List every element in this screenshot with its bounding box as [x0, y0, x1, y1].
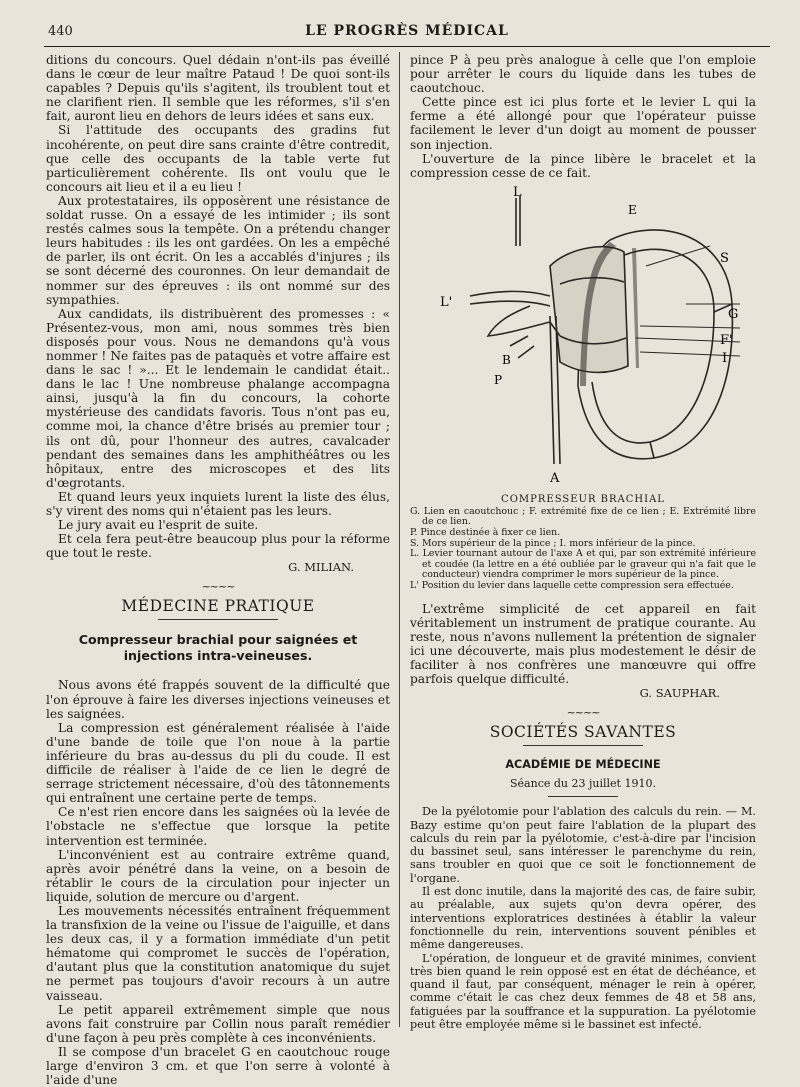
page-header [44, 22, 770, 47]
paragraph: L'ouverture de la pince libère le bracelet et la compression cesse de ce fait. [410, 151, 756, 180]
paragraph: L'extrême simplicité de cet appareil en fait véritablement un instrument de pratique courante. Au reste, nous n'avons nullement la prétention de signaler ici une découverte, mais plus modestement le désir de faciliter à nos confrères une manœuvre qui offre parfois quelque difficulté. [410, 601, 756, 687]
ornament-divider: ~~~~ [566, 706, 600, 720]
paragraph: La compression est généralement réalisée à l'aide d'une bande de toile que l'on noue à la partie inférieure du bras au-dessus du pli du coude. Il est difficile de réaliser à l'aide de ce lien le degré de serrage strictement nécessaire, d'où des tâtonnements qui entraînent une certaine perte de temps. [46, 720, 390, 806]
legend-item: S. Mors supérieur de la pince ; I. mors inférieur de la pince. [410, 537, 696, 549]
figure-label-e: E [628, 202, 637, 217]
figure-legend [410, 507, 756, 592]
paragraph: Ce n'est rien encore dans les saignées où la levée de l'obstacle ne s'effectue que lorsque la petite intervention est terminée. [46, 805, 390, 848]
section-rule [158, 619, 278, 620]
paragraph: Le jury avait eu l'esprit de suite. [58, 518, 259, 533]
figure-label-s: S [720, 250, 729, 266]
figure-compresseur [410, 186, 756, 592]
legend-item: L' Position du levier dans laquelle cette compression sera effectuée. [410, 580, 734, 591]
paragraph: Le petit appareil extrêmement simple que nous avons fait construire par Collin nous paraît remédier d'une façon à peu près complète à ces inconvénients. [46, 1002, 390, 1045]
ornament-divider: ~~~~ [201, 580, 235, 594]
compresseur-engraving [410, 186, 756, 486]
legend-item: P. Pince destinée à fixer ce lien. [410, 527, 561, 539]
academy-title: ACADÉMIE DE MÉDECINE [505, 758, 661, 772]
paragraph: Les mouvements nécessités entraînent fréquemment la transfixion de la veine ou l'issue de l'aiguille, et dans les deux cas, il y a formation immédiate d'un petit hématome qui compromet le succès de l'opération, d'autant plus que la constitution anatomique du sujet ne permet pas toujours d'avoir recours à un autre vaisseau. [46, 903, 390, 1003]
paragraph: De la pyélotomie pour l'ablation des calculs du rein. — M. Bazy estime qu'on peut faire l'ablation de la plupart des calculs du rein par la pyélotomie, c'est-à-dire par l'incision du bassinet seul, sans intéresser le parenchyme du rein, sans troubler en quoi que ce soit le fonctionnement de l'organe. [410, 805, 756, 885]
seance-date: Séance du 23 juillet 1910. [510, 777, 656, 791]
left-column [46, 53, 390, 1087]
figure-label-f: F' [720, 332, 733, 348]
paragraph: Et quand leurs yeux inquiets lurent la liste des élus, s'y virent des noms qui n'étaient pas les leurs. [46, 489, 390, 518]
paragraph: Aux protestataires, ils opposèrent une résistance de soldat russe. On a essayé de les intimider ; ils sont restés calmes sous la tempête. On a prétendu changer leurs habitudes : ils les ont gardées. On les a empêché de parler, ils ont écrit. On les a accablés d'injures ; ils se sont décerné des couronnes. On leur demandait de nommer sur des épreuves : ils ont nommé sur des sympathies. [46, 193, 390, 307]
figure-label-i: I [722, 350, 728, 366]
page-number: 440 [48, 24, 73, 39]
paragraph: L'opération, de longueur et de gravité minimes, convient très bien quand le rein opposé est en état de déchéance, et quand il faut, par conséquent, ménager le rein à opérer, comme c'était le cas chez deux femmes de 48 et 58 ans, fatiguées par la souffrance et la suppuration. La pyélotomie peut être employée même si le bassinet est infecté. [410, 951, 756, 1031]
legend-item: L. Levier tournant autour de l'axe A et qui, par son extrémité inférieure et coudée (la lettre en a été oubliée par le graveur qui n'a fait que le conducteur) viendra comprimer le mors supérieur de la pince. [410, 548, 756, 581]
figure-label-p: P [494, 372, 503, 387]
section-title-medecine-pratique: MÉDECINE PRATIQUE [121, 597, 315, 616]
column-divider [399, 52, 400, 1027]
paragraph: L'inconvénient est au contraire extrême quand, après avoir pénétré dans la veine, on a besoin de rétablir le cours de la circulation pour injecter un liquide, solution de mercure ou d'argent. [46, 847, 390, 904]
paragraph: Il est donc inutile, dans la majorité des cas, de faire subir, au préalable, aux sujets qu'on devra opérer, des interventions exploratrices destinées à établir la valeur fonctionnelle du rein, interventions souvent pénibles et même dangereuses. [410, 885, 756, 952]
short-rule [548, 796, 618, 797]
paragraph: pince P à peu près analogue à celle que l'on emploie pour arrêter le cours du liquide dans les tubes de caoutchouc. [410, 53, 756, 96]
figure-label-l-prime: L' [440, 294, 453, 310]
signature-milian: G. MILIAN. [288, 560, 354, 575]
section-rule [523, 745, 643, 746]
paragraph: Il se compose d'un bracelet G en caoutchouc rouge large d'environ 3 cm. et que l'on serre à volonté à l'aide d'une [46, 1044, 390, 1087]
figure-label-g: G [728, 306, 739, 322]
paragraph: Nous avons été frappés souvent de la difficulté que l'on éprouve à faire les diverses injections veineuses et les saignées. [46, 678, 390, 721]
figure-label-a: A [550, 470, 560, 486]
paragraph: Cette pince est ici plus forte et le levier L qui la ferme a été allongé pour que l'opérateur puisse facilement le lever d'un doigt au moment de pousser son injection. [410, 95, 756, 152]
legend-item: G. Lien en caoutchouc ; F. extrémité fixe de ce lien ; E. Extrémité libre de ce lien. [410, 505, 756, 528]
journal-title: LE PROGRÈS MÉDICAL [305, 23, 509, 39]
article-title: Compresseur brachial pour saignées et injections intra-veineuses. [78, 632, 358, 664]
right-column [410, 53, 756, 1031]
figure-label-b: B [502, 352, 511, 367]
figure-label-l: L [513, 185, 522, 200]
section-title-societes-savantes: SOCIÉTÉS SAVANTES [489, 723, 677, 742]
academy-report [410, 805, 756, 1031]
signature-sauphar: G. SAUPHAR. [639, 686, 720, 701]
figure-caption: COMPRESSEUR BRACHIAL [501, 493, 665, 505]
paragraph: Aux candidats, ils distribuèrent des promesses : « Présentez-vous, mon ami, nous sommes très bien disposés pour vous. Nous ne demandons qu'à vous nommer ! Ne faites pas de pataquès et votre affaire est dans le sac ! »... Et le lendemain le candidat était.. dans le lac ! Une nombreuse phalange accompagna ainsi, jusqu'à la fin du concours, la cohorte mystérieuse des candidats favoris. Tous n'ont pas eu, comme moi, la chance d'être brisés au premier tour ; ils ont dû, pour l'honneur des autres, cavalcader pendant des semaines dans les amphithéâtres ou les hôpitaux, entre des microscopes et des lits d'œgrotants. [46, 306, 390, 490]
paragraph: Si l'attitude des occupants des gradins fut incohérente, on peut dire sans crainte d'être contredit, que celle des occupants de la table verte fut particulièrement cohérente. Ils ont voulu que le concours ait lieu et il a eu lieu ! [46, 123, 390, 194]
paragraph: ditions du concours. Quel dédain n'ont-ils pas éveillé dans le cœur de leur maître Pataud ! De quoi sont-ils capables ? Depuis qu'ils s'agitent, ils troublent tout et ne clarifient rien. Il semble que les réformes, s'il s'en fait, auront lieu en dehors de leurs idées et sans eux. [46, 53, 390, 124]
paragraph: Et cela fera peut-être beaucoup plus pour la réforme que tout le reste. [46, 532, 390, 561]
